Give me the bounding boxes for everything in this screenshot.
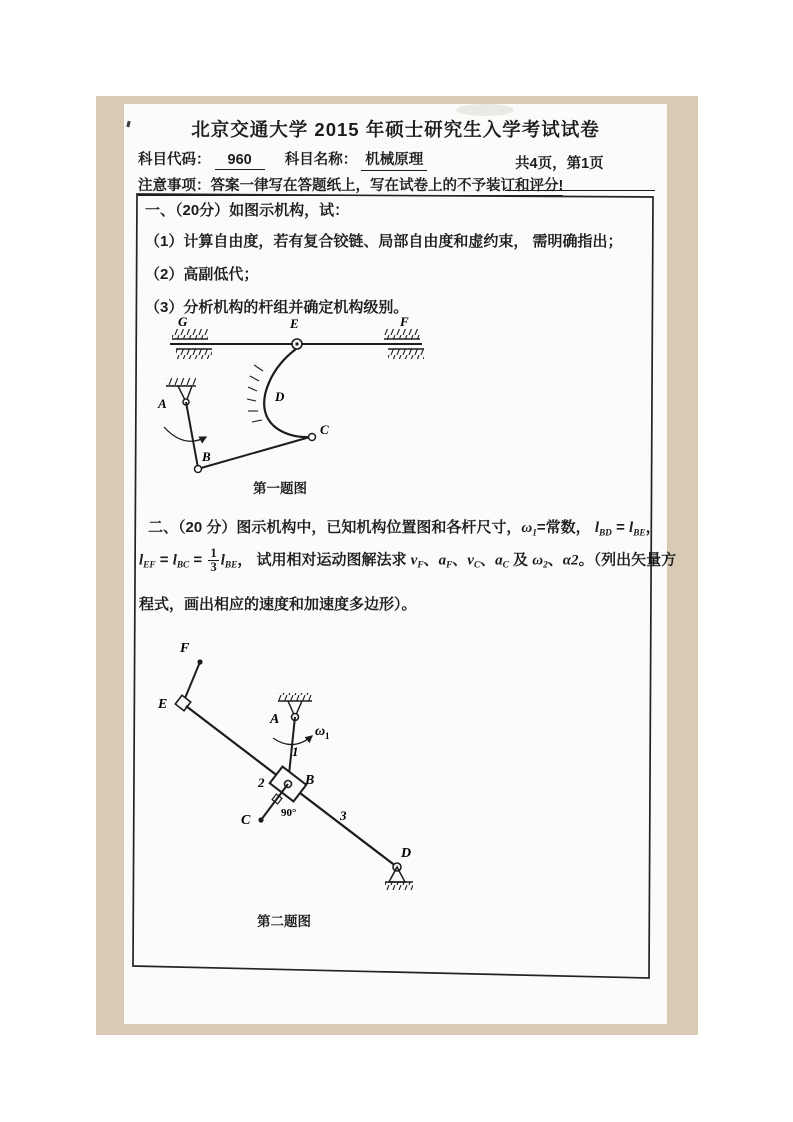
subject-name-label: 科目名称： [284,152,358,168]
subject-name-value: 机械原理 [361,148,427,171]
fig1-joint-C [309,434,316,441]
fig1-guide-F-hatch-top [384,329,420,339]
fig1-label-G: G [178,315,188,329]
page-count: 共4页，第1页 [515,156,604,172]
fig1-joint-B [195,466,202,473]
fig2-label-F: F [180,641,190,656]
figure2-mechanism [150,635,450,897]
fig1-guide-F-hatch-bottom [388,349,424,359]
q2-text-line1: 二、（20 分）图示机构中，已知机构位置图和各杆尺寸，$\omega_1=$常数， $l_{BD} = l_{BE}$， [148,519,661,539]
fig1-support-A-hatch [166,378,196,386]
fig2-label-E: E [158,697,168,712]
fig2-support-D-hatch [385,882,413,890]
fig2-label-2: 2 [258,775,265,790]
fig2-link-FE [183,662,200,703]
fig1-label-E: E [290,316,299,331]
notice-label: 注意事项： [138,178,211,194]
q2-text-line2: $l_{EF} = l_{BC}$ = $\frac{1}{3}$ $l_{BE}$， 试用相对运动图解法求 $v_F$、$a_F$、$v_C$、$a_C$ 及 $\omega_2$、α2。（列出矢量方 [139,546,677,575]
scan-photo-background [96,96,698,1035]
fig1-curved-link [264,349,310,437]
fig1-label-D: D [275,389,285,404]
fig1-label-B: B [202,449,211,464]
fig2-label-3: 3 [340,808,347,823]
fig1-guide-G-hatch-top [172,329,208,339]
fig1-swing-arrow [164,427,206,441]
subject-code-label: 科目代码： [138,152,211,168]
fig1-curve-hatch [247,365,263,422]
q1-item-2: （2）高副低代； [145,266,259,283]
fig1-link-BC [201,437,310,468]
fig2-point-C [258,817,263,822]
fig1-label-C: C [320,422,329,437]
fig2-label-C: C [241,813,251,828]
fig1-label-A: A [158,396,167,411]
q1-item-1: （1）计算自由度，若有复合铰链、局部自由度和虚约束， 需明确指出； [145,233,623,250]
exam-page [124,104,677,1024]
fig1-link-AB [186,402,198,468]
fig2-label-omega1-sub: 1 [325,731,330,741]
fig2-label-A: A [270,712,280,727]
subject-code-value: 960 [215,152,265,170]
q2-text-line3: 程式，画出相应的速度和加速度多边形）。 [139,596,417,613]
fig2-label-1: 1 [292,744,299,759]
fig2-label-B: B [305,773,315,788]
figure1-caption: 第一题图 [253,481,307,496]
q1-item-3: （3）分析机构的杆组并确定机构级别。 [145,299,409,316]
fig1-label-F: F [400,315,409,329]
fig2-support-A-hatch [278,693,312,701]
notice-text: 答案一律写在答题纸上，写在试卷上的不予装订和评分! [210,178,564,194]
fig2-label-omega1: ω [315,724,326,739]
fig1-guide-G-hatch-bottom [176,349,212,359]
page-title: 北京交通大学 2015 年硕士研究生入学考试试卷 [191,119,600,140]
figure2-caption: 第二题图 [257,914,311,929]
fig2-label-D: D [401,846,412,861]
q1-heading: 一、（20分）如图示机构，试： [145,202,350,219]
figure1-mechanism [150,315,460,480]
fig2-label-90deg: 90° [281,807,297,819]
